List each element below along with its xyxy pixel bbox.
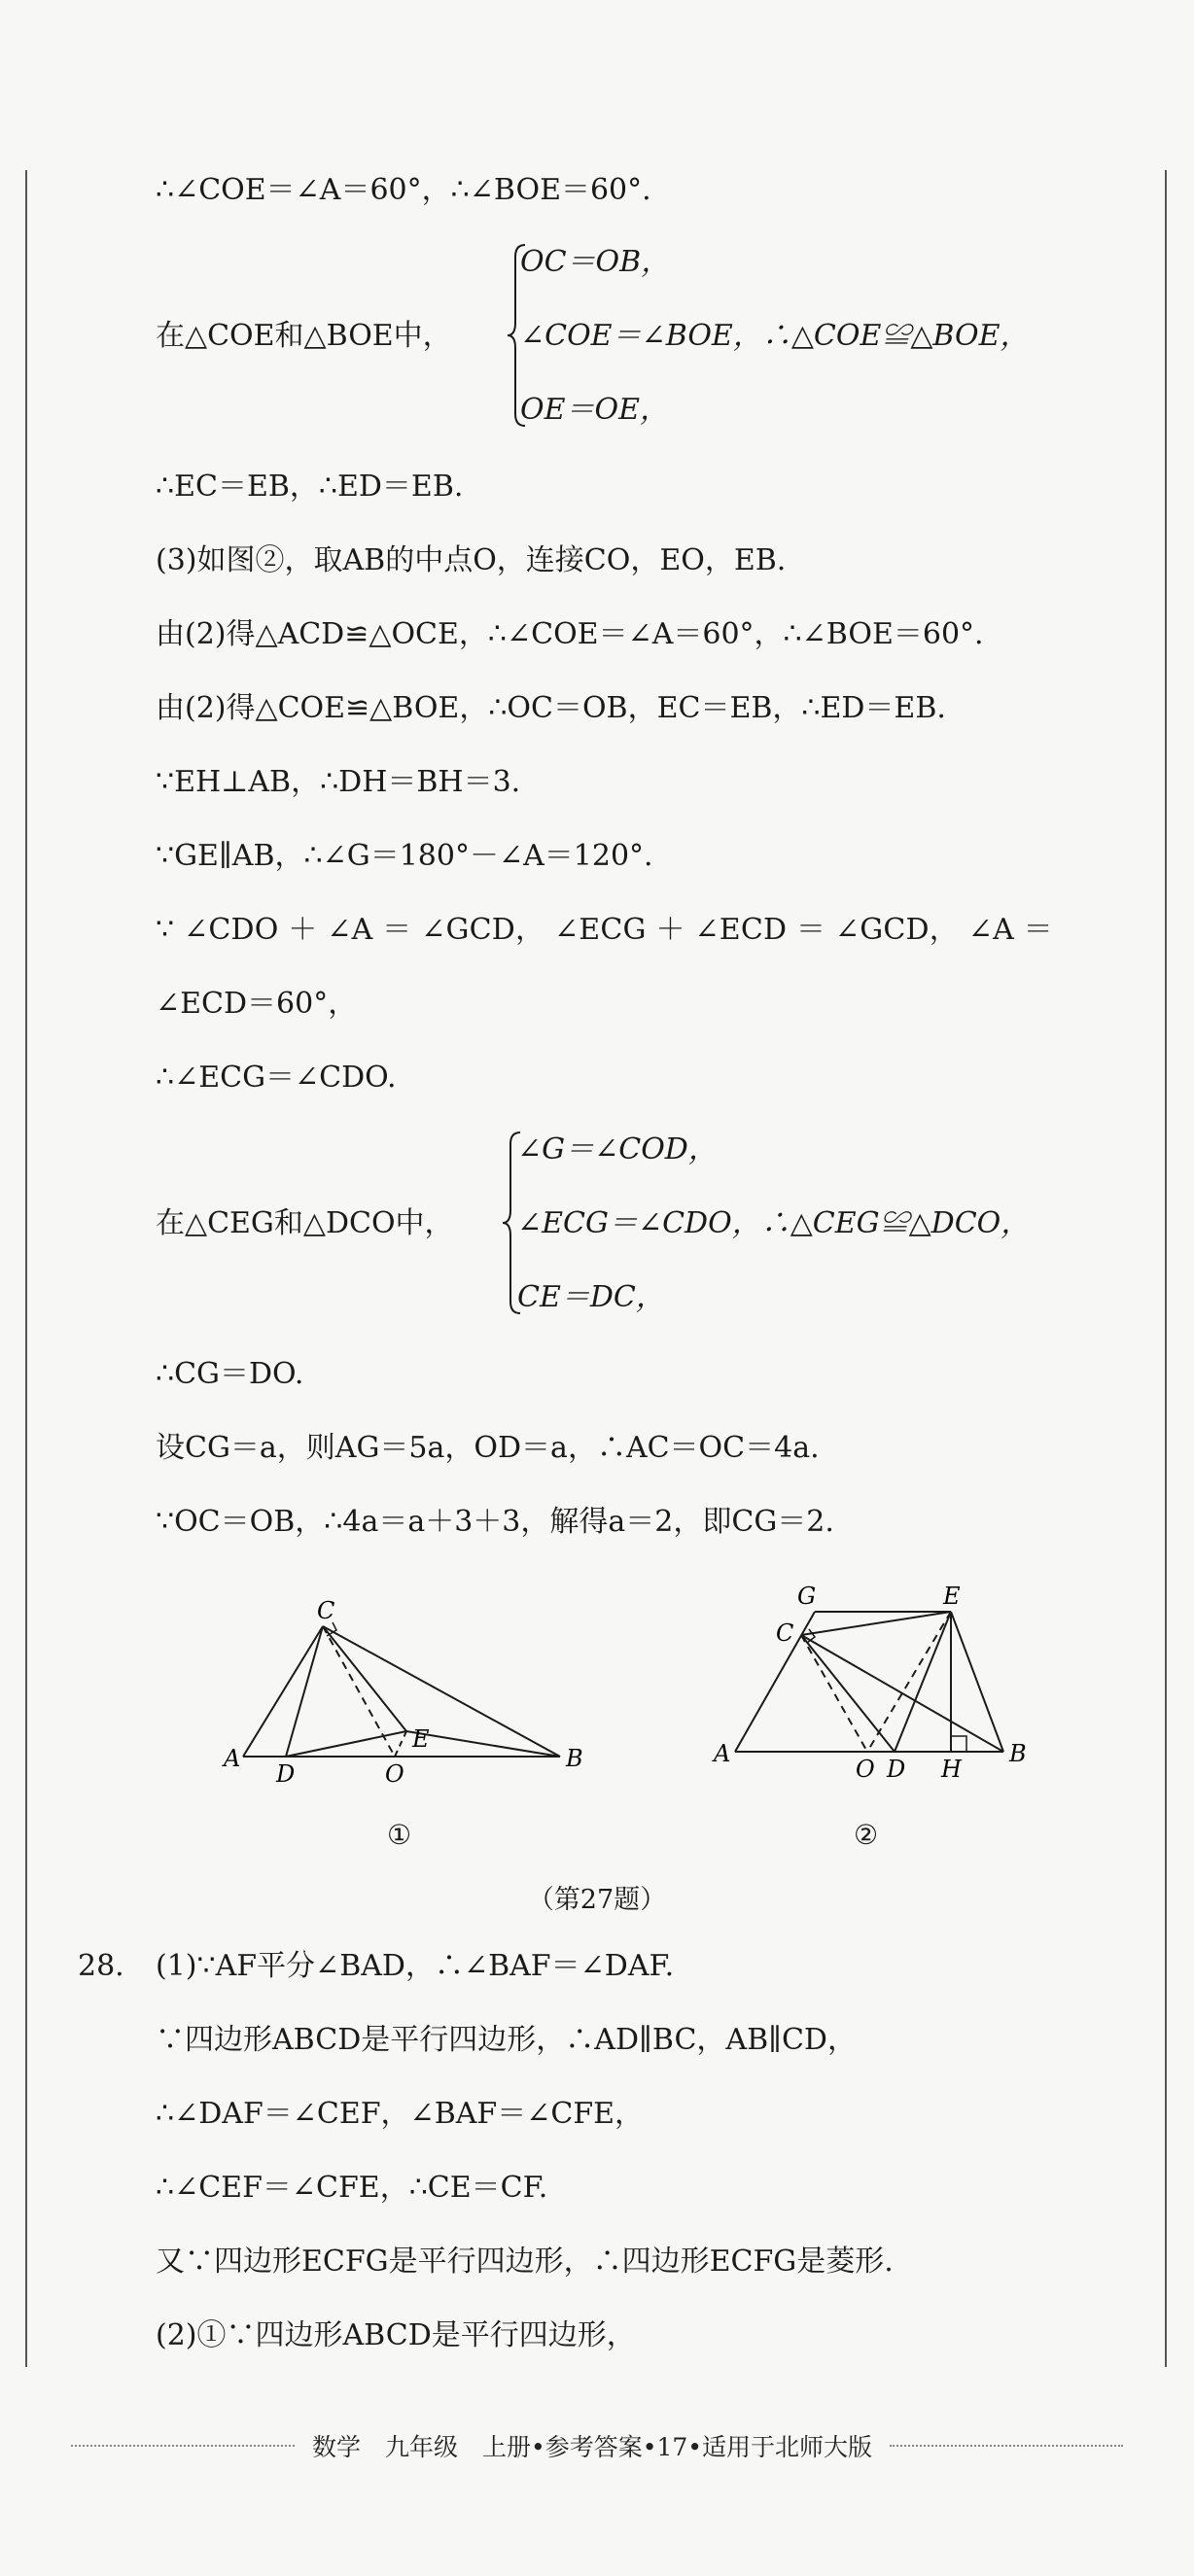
segment-co	[801, 1635, 867, 1752]
figure-caption-2: ②	[854, 1819, 879, 1851]
segment-eo	[395, 1731, 406, 1757]
point-label-o: O	[856, 1756, 875, 1783]
text-line-11: ∵ ∠CDO ＋ ∠A ＝ ∠GCD， ∠ECG ＋ ∠ECD ＝ ∠GCD， ∠A ＝	[156, 913, 1053, 947]
point-label-b: B	[1009, 1740, 1027, 1767]
segment-eb	[951, 1612, 1003, 1752]
geometry-figure-1	[214, 1580, 603, 1784]
footer-text: 数学 九年级 上册•参考答案•17•适用于北师大版	[311, 2433, 873, 2461]
text-line-10: ∵GE∥AB，∴∠G＝180°－∠A＝120°.	[156, 839, 653, 873]
page-footer	[0, 2426, 1194, 2465]
text-line-8: 由(2)得△COE≌△BOE，∴OC＝OB，EC＝EB，∴ED＝EB.	[156, 691, 946, 725]
right-margin-line	[1165, 170, 1167, 2367]
right-angle-mark-c	[807, 1629, 815, 1643]
point-label-c: C	[776, 1619, 794, 1647]
point-label-b: B	[566, 1745, 583, 1772]
point-label-a: A	[224, 1745, 241, 1772]
point-label-d: D	[276, 1760, 296, 1784]
system-row-2: ∠ECG＝∠CDO，∴△CEG≌△DCO，	[517, 1206, 1031, 1240]
point-label-c: C	[317, 1597, 335, 1624]
q28-line-1: (1)∵AF平分∠BAD，∴∠BAF＝∠DAF.	[156, 1949, 675, 1983]
q28-line-6: (2)①∵四边形ABCD是平行四边形，	[156, 2318, 636, 2352]
point-label-h: H	[941, 1756, 962, 1783]
text-line-12: ∠ECD＝60°，	[156, 987, 358, 1021]
geometry-figure-2	[700, 1575, 1050, 1784]
system-row-3: CE＝DC，	[517, 1280, 665, 1314]
point-label-d: D	[887, 1756, 906, 1783]
footer-dotted-rule-left	[71, 2445, 295, 2447]
text-line-1: ∴∠COE＝∠A＝60°，∴∠BOE＝60°.	[156, 173, 651, 207]
point-label-e: E	[412, 1725, 430, 1753]
segment-ce	[801, 1612, 951, 1635]
text-line-13: ∴∠ECG＝∠CDO.	[156, 1061, 397, 1095]
point-label-g: G	[797, 1583, 817, 1610]
segment-ed	[895, 1612, 951, 1752]
text-line-18: 设CG＝a，则AG＝5a，OD＝a，∴AC＝OC＝4a.	[156, 1431, 820, 1465]
q28-line-3: ∴∠DAF＝∠CEF，∠BAF＝∠CFE，	[156, 2097, 645, 2131]
system-ceg-dco	[156, 1121, 1128, 1315]
left-margin-line	[25, 170, 27, 2367]
figure-title: （第27题）	[527, 1885, 667, 1915]
right-angle-mark-h	[951, 1736, 966, 1752]
system-row-1: ∠G＝∠COD，	[517, 1132, 718, 1166]
system-row-1: OC＝OB，	[520, 245, 671, 279]
segment-eo	[867, 1612, 951, 1752]
system-row-3: OE＝OE，	[520, 393, 669, 427]
text-line-19: ∵OC＝OB，∴4a＝a＋3＋3，解得a＝2，即CG＝2.	[156, 1505, 834, 1539]
point-label-a: A	[714, 1740, 731, 1767]
figure-caption-1: ①	[387, 1819, 412, 1851]
system-label: 在△CEG和△DCO中，	[156, 1206, 454, 1240]
text-line-17: ∴CG＝DO.	[156, 1357, 304, 1391]
q28-line-2: ∵四边形ABCD是平行四边形，∴AD∥BC，AB∥CD，	[156, 2023, 857, 2057]
q28-line-5: 又∵四边形ECFG是平行四边形，∴四边形ECFG是菱形.	[156, 2245, 894, 2279]
text-line-6: (3)如图②，取AB的中点O，连接CO，EO，EB.	[156, 543, 787, 577]
segment-ce	[323, 1626, 406, 1731]
system-row-2: ∠COE＝∠BOE，∴△COE≌△BOE，	[520, 319, 1030, 353]
segment-ac	[243, 1626, 323, 1757]
q28-line-4: ∴∠CEF＝∠CFE，∴CE＝CF.	[156, 2171, 548, 2205]
segment-cd	[801, 1635, 895, 1752]
segment-de	[286, 1731, 406, 1757]
text-line-5: ∴EC＝EB，∴ED＝EB.	[156, 470, 464, 504]
point-label-e: E	[943, 1583, 961, 1610]
system-cov-boe	[156, 233, 1128, 428]
segment-cd	[286, 1626, 323, 1757]
system-label: 在△COE和△BOE中，	[156, 319, 452, 353]
segment-ag	[735, 1612, 815, 1752]
point-label-o: O	[385, 1760, 404, 1784]
footer-dotted-rule-right	[890, 2445, 1123, 2447]
question-number-28: 28.	[78, 1949, 124, 1983]
text-line-7: 由(2)得△ACD≌△OCE，∴∠COE＝∠A＝60°，∴∠BOE＝60°.	[156, 617, 984, 651]
text-line-9: ∵EH⊥AB，∴DH＝BH＝3.	[156, 765, 521, 799]
